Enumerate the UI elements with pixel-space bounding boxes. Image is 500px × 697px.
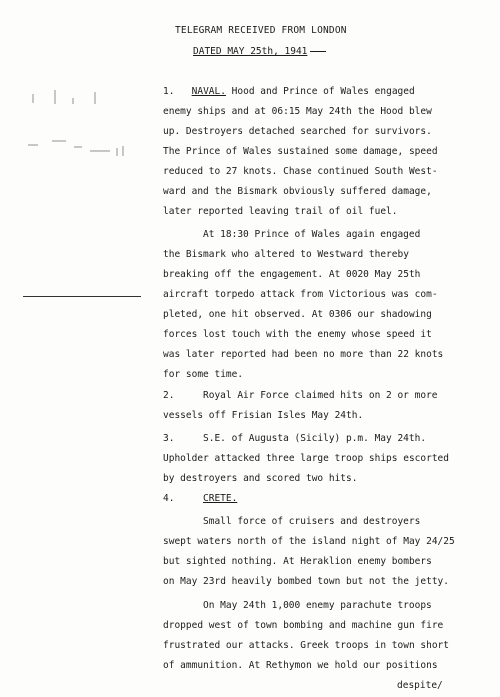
telegram-date: DATED MAY 25th, 1941	[193, 46, 326, 57]
section-1-para2-line: At 18:30 Prince of Wales again engaged	[203, 229, 421, 240]
telegram-title: TELEGRAM RECEIVED FROM LONDON	[175, 25, 347, 36]
section-1-line: up. Destroyers detached searched for survivors.	[163, 126, 432, 137]
section-1-line: ward and the Bismark obviously suffered damage,	[163, 186, 432, 197]
section-3-line: Upholder attacked three large troop ships escorted	[163, 453, 449, 464]
section-1-number: 1.	[163, 86, 175, 97]
section-4-heading: CRETE.	[203, 493, 238, 504]
section-4-para2-line: On May 24th 1,000 enemy parachute troops	[203, 600, 432, 611]
section-1-line: later reported leaving trail of oil fuel.	[163, 206, 398, 217]
section-3-line: S.E. of Augusta (Sicily) p.m. May 24th.	[203, 433, 427, 444]
section-4-line: but sighted nothing. At Heraklion enemy bombers	[163, 556, 432, 567]
section-4-para2-line: of ammunition. At Rethymon we hold our positions	[163, 660, 438, 671]
section-3-number: 3.	[163, 433, 175, 444]
section-2-number: 2.	[163, 390, 175, 401]
section-1-para2-line: aircraft torpedo attack from Victorious was com-	[163, 289, 438, 300]
margin-rule	[23, 296, 141, 297]
section-4-line: swept waters north of the island night of May 24/25	[163, 536, 455, 547]
section-3-line: by destroyers and scored two hits.	[163, 473, 358, 484]
section-4-line: Small force of cruisers and destroyers	[203, 516, 421, 527]
margin-pencil-marks	[24, 88, 134, 168]
section-1-para2-line: pleted, one hit observed. At 0306 our shadowing	[163, 309, 432, 320]
section-1-line: reduced to 27 knots. Chase continued South West-	[163, 166, 438, 177]
section-1-line: The Prince of Wales sustained some damage, speed	[163, 146, 438, 157]
section-4-para2-line: dropped west of town bombing and machine gun fire	[163, 620, 444, 631]
section-1-para2-line: the Bismark who altered to Westward thereby	[163, 249, 409, 260]
section-4-para2-line: frustrated our attacks. Greek troops in town short	[163, 640, 449, 651]
section-1-para2-line: was later reported had been no more than 22 knots	[163, 349, 444, 360]
section-4-number: 4.	[163, 493, 175, 504]
section-4-line: on May 23rd heavily bombed town but not the jetty.	[163, 576, 449, 587]
section-1-first-line: 1. NAVAL. Hood and Prince of Wales engaged	[163, 86, 415, 97]
section-1-para2-line: forces lost touch with the enemy whose speed it	[163, 329, 432, 340]
section-1-heading: NAVAL.	[191, 86, 226, 97]
catchword: despite/	[397, 680, 443, 691]
section-1-para2-line: breaking off the engagement. At 0020 May 25th	[163, 269, 421, 280]
section-2-line: Royal Air Force claimed hits on 2 or more	[203, 390, 438, 401]
section-1-line: enemy ships and at 06:15 May 24th the Hood blew	[163, 106, 432, 117]
section-1-para2-line: for some time.	[163, 369, 244, 380]
section-2-line: vessels off Frisian Isles May 24th.	[163, 410, 364, 421]
